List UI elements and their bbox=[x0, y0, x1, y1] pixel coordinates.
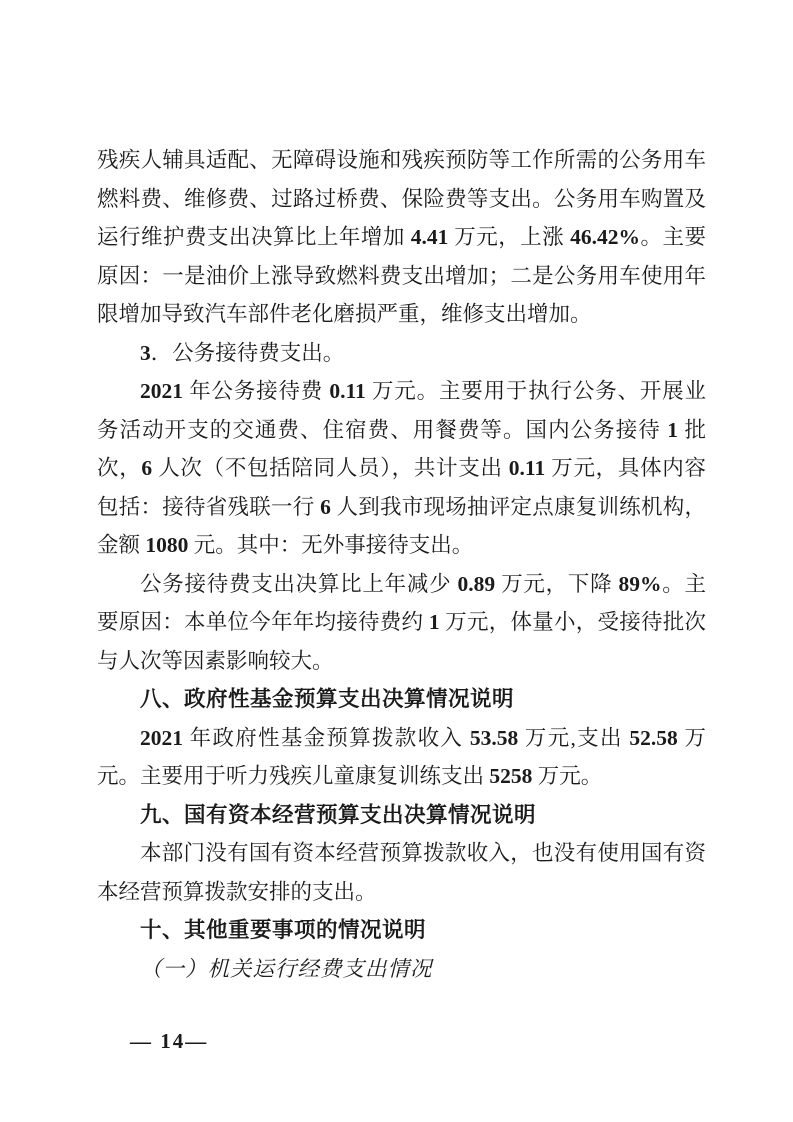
para-reception-2021: 2021 年公务接待费 0.11 万元。主要用于执行公务、开展业务活动开支的交通费、住宿费、用餐费等。国内公务接待 1 批次，6 人次（不包括陪同人员），共计支出 0.11 万元，具体内容包括：接待省残联一行 6 人到我市现场抽评定点康复训练机构，金额 1080 元。其中：无外事接待支出。 bbox=[97, 379, 706, 557]
heading-section-nine-state-capital: 九、国有资本经营预算支出决算情况说明 bbox=[140, 802, 537, 827]
para-reception-comparison: 公务接待费支出决算比上年减少 0.89 万元，下降 89%。主要原因：本单位今年年均接待费约 1 万元，体量小，受接待批次与人次等因素影响较大。 bbox=[97, 571, 706, 673]
para-gov-fund-budget: 2021 年政府性基金预算拨款收入 53.58 万元,支出 52.58 万元。主要用于听力残疾儿童康复训练支出 5258 万元。 bbox=[97, 725, 706, 788]
para-vehicle-expense-continued: 残疾人辅具适配、无障碍设施和残疾预防等工作所需的公务用车燃料费、维修费、过路过桥费、保险费等支出。公务用车购置及运行维护费支出决算比上年增加 4.41 万元，上涨 46.42%。主要原因：一是油价上涨导致燃料费支出增加；二是公务用车使用年限增加导致汽车部件老化磨损严重，维修支出增加。 bbox=[97, 148, 706, 326]
subheading-reception-expense: 3．公务接待费支出。 bbox=[140, 340, 345, 365]
heading-section-eight-gov-fund: 八、政府性基金预算支出决算情况说明 bbox=[140, 687, 515, 711]
document-body bbox=[97, 141, 706, 988]
subheading-agency-operating-expense: （一）机关运行经费支出情况 bbox=[140, 956, 433, 981]
para-state-capital: 本部门没有国有资本经营预算拨款收入，也没有使用国有资本经营预算拨款安排的支出。 bbox=[97, 841, 706, 904]
page-number: — 14— bbox=[130, 1029, 209, 1053]
heading-section-ten-other-items: 十、其他重要事项的情况说明 bbox=[140, 918, 427, 942]
